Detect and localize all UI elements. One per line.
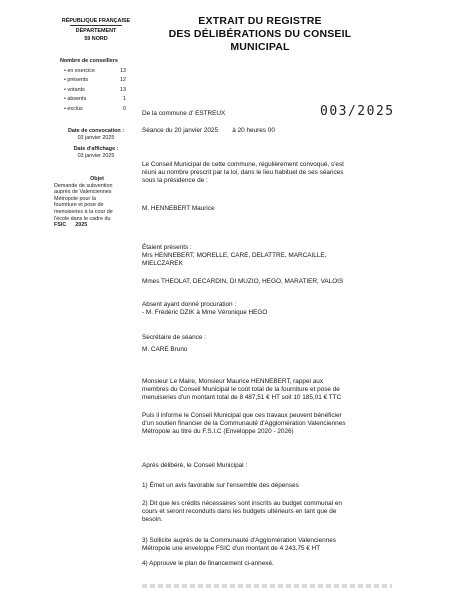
paragraph-line: Monsieur Le Maire, Monsieur Maurice HENNEBERT, rappel aux [142, 378, 324, 385]
reference-number: 003/2025 [320, 104, 395, 119]
absent-line: - M. Frédéric DZIK à Mme Véronique HEGO [142, 309, 268, 316]
count-row [64, 96, 126, 103]
intro-line: sous la présidence de : [142, 177, 208, 184]
commune-line: De la commune d' ESTREUX [142, 110, 226, 117]
convocation-date: 03 janvier 2025 [77, 134, 115, 141]
count-label: • exclus [64, 105, 83, 112]
counsellors-block [52, 58, 140, 113]
objet-line: auprès de Valenciennes [54, 189, 112, 196]
presents-block [142, 244, 392, 286]
decision-4 [142, 560, 392, 568]
decision-3 [142, 537, 392, 553]
secretary-label: Secrétaire de séance : [142, 334, 206, 341]
count-row [64, 68, 126, 75]
convocation-label: Date de convocation : [67, 128, 124, 134]
decision-line: 2) Dit que les crédits nécessaires sont inscrits au budget communal en [142, 500, 342, 507]
decision-line: Métropole une enveloppe FSIC d'un montant de 4 243,75 € HT [142, 545, 321, 552]
count-row [64, 87, 126, 94]
presents-line: MIELCZAREK [142, 260, 183, 267]
objet-line: l'école dans le cadre du [54, 215, 111, 222]
department-value: 59 NORD [84, 36, 108, 42]
presents-label: Étaient présents : [142, 244, 192, 251]
count-label: • en exercice [64, 67, 95, 74]
count-label: • présents [64, 77, 89, 84]
presents-line: Mmes THEOLAT, DECARDIN, DI MUZIO, HEGO, MARATIER, VALOIS [142, 278, 344, 285]
decision-line: besoin. [142, 516, 163, 523]
objet-block [54, 176, 140, 229]
president-name: M. HENNEBERT Maurice [142, 205, 215, 212]
count-value: 13 [120, 86, 126, 93]
paragraph-line: membres du Conseil Municipal le coût total de la fourniture et pose de [142, 386, 340, 393]
paragraph-line: menuiseries d'un montant total de 8 487,51 € HT soit 10 185,01 € TTC [142, 394, 342, 401]
count-value: 1 [123, 96, 126, 103]
republic-label: RÉPUBLIQUE FRANÇAISE [61, 18, 131, 24]
deliberation-intro: Après délibéré, le Conseil Municipal : [142, 462, 248, 469]
decision-line: 4) Approuve le plan de financement ci-annexé. [142, 560, 274, 567]
paragraph-cost [142, 378, 392, 402]
dates-block [52, 128, 140, 159]
count-label: • absents [64, 96, 87, 103]
header-divider [70, 25, 122, 26]
title-line-3: MUNICIPAL [230, 41, 290, 53]
decision-1 [142, 482, 392, 490]
document-title [160, 15, 360, 54]
counsellors-title: Nombre de conseillers [60, 58, 118, 64]
title-line-1: EXTRAIT DU REGISTRE [198, 15, 322, 27]
objet-label: Objet [90, 176, 104, 182]
count-row [64, 106, 126, 113]
paragraph-line: Puis il informe le Conseil Municipal que ces travaux peuvent bénéficier [142, 412, 342, 419]
intro-paragraph [142, 161, 392, 185]
affichage-date: 03 janvier 2025 [77, 152, 115, 159]
paragraph-line: Métropole au titre du F.S.I.C (Enveloppe 2020 - 2026) [142, 428, 294, 435]
department-label: DÉPARTEMENT [75, 28, 117, 34]
objet-line: menuiseries à la cour de [54, 208, 113, 215]
count-row [64, 77, 126, 84]
page-cutoff-fragment [142, 584, 392, 588]
decision-line: 3) Sollicite auprès de la Communauté d'Agglomération Valenciennes [142, 537, 336, 544]
intro-line: réuni au nombre prescrit par la loi, dans le lieu habituel de ses séances [142, 169, 344, 176]
absent-block [142, 301, 392, 317]
paragraph-line: d'un soutien financier de la Communauté d'Agglomération Valenciennes [142, 420, 346, 427]
objet-line: Demande de subvention [54, 182, 113, 189]
count-value: 13 [120, 67, 126, 74]
count-value: 0 [123, 105, 126, 112]
absent-label: Absent ayant donné procuration : [142, 301, 237, 308]
paragraph-funding [142, 412, 392, 436]
secretary-name: M. CARE Bruno [142, 346, 188, 353]
objet-line: FSIC 2025 [54, 222, 88, 229]
count-value: 12 [120, 77, 126, 84]
objet-line: Métropole pour la [54, 195, 96, 202]
decision-2 [142, 500, 392, 524]
seance-line: Séance du 20 janvier 2025 à 20 heures 00 [142, 127, 275, 134]
affichage-label: Date d'affichage : [73, 146, 119, 153]
objet-line: fourniture et pose de [54, 202, 104, 209]
secretary-block [142, 334, 392, 354]
decision-line: cours et seront reconduits dans les budgets ultérieurs en tant que de [142, 508, 337, 515]
count-label: • votants [64, 86, 85, 93]
intro-line: Le Conseil Municipal de cette commune, régulièrement convoqué, s'est [142, 161, 344, 168]
presents-line: Mrs HENNEBERT, MORELLE, CARE, DELATTRE, MARCAILLE, [142, 252, 327, 259]
title-line-2: DES DÉLIBÉRATIONS DU CONSEIL [168, 28, 352, 40]
decision-line: 1) Émet un avis favorable sur l'ensemble des dépenses [142, 482, 299, 489]
